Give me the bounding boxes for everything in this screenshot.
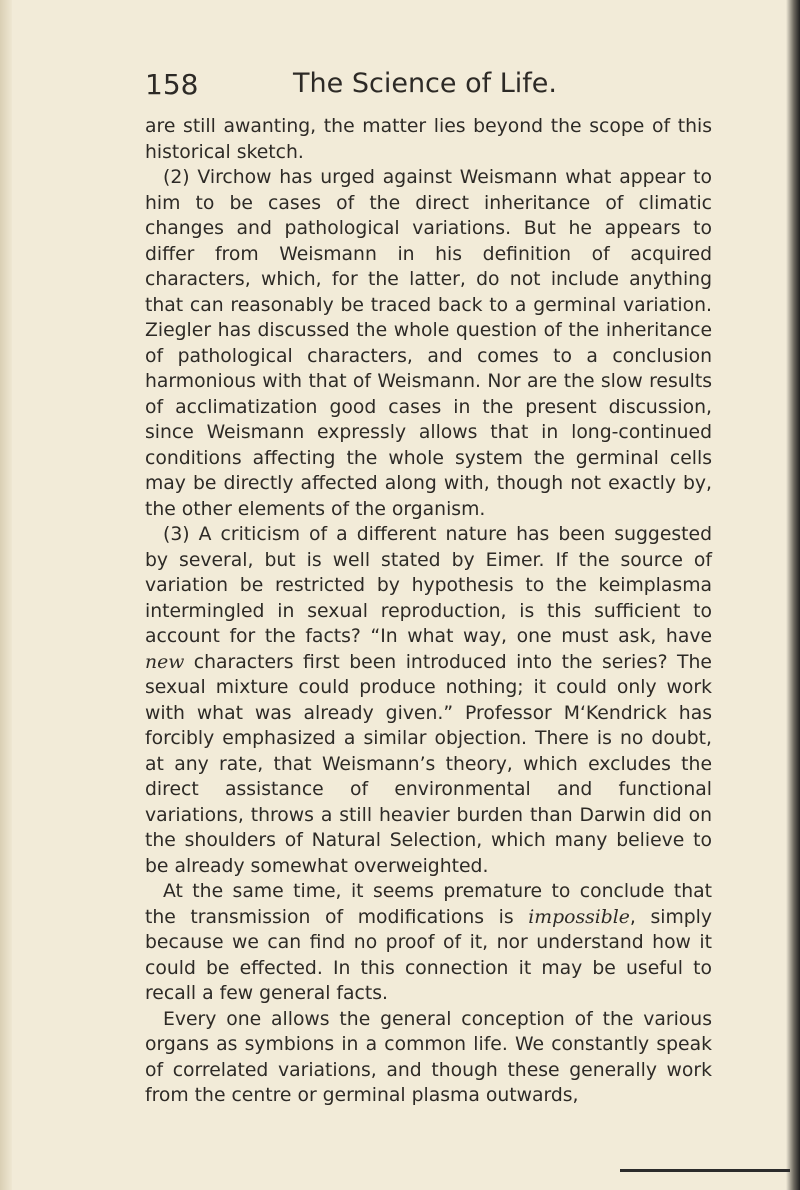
paragraph-symbions: Every one allows the general conception of the various organs as symbions in a common life. We constantly speak of correlated variations, and though these generally work from the centre or germinal plasma outwards, <box>145 1008 712 1106</box>
paragraph-transmission-text-a: At the same time, it seems premature to conclude that the transmission of modifications is <box>145 881 712 928</box>
page-bottom-edge <box>620 1169 790 1172</box>
page-gutter-shadow <box>0 0 12 1190</box>
emphasis-new: new <box>145 651 185 673</box>
body-text <box>145 114 712 1109</box>
page-header <box>145 64 705 108</box>
page-number: 158 <box>145 68 199 101</box>
paragraph-virchow: (2) Virchow has urged against Weismann what appear to him to be cases of the direct inheritance of climatic changes and pathological variations. But he appears to differ from Weismann in his definition of acquired characters, which, for the latter, do not include anything that can reasonably be traced back to a germinal variation. Ziegler has discussed the whole question of the inheritance of pathological characters, and comes to a conclusion harmonious with that of Weismann. Nor are the slow results of acclimatization good cases in the present discussion, since Weismann expressly allows that in long-continued conditions affecting the whole system the germinal cells may be directly affected along with, though not exactly by, the other elements of the organism. <box>145 167 712 520</box>
paragraph-transmission-text-b: , simply because we can find no proof of it, nor understand how it could be effected. In this connection it may be useful to recall a few general facts. <box>145 906 713 1004</box>
paragraph-eimer-criticism <box>145 522 712 879</box>
running-title: The Science of Life. <box>293 68 557 99</box>
paragraph-eimer-text-b: characters first been introduced into the series? The sexual mixture could produce nothing; it could only work with what was already given.” Professor M‘Kendrick has forcibly emphasized a similar objection. There is no doubt, at any rate, that Weismann’s theory, which excludes the direct assistance of environmental and functional variations, throws a still heavier burden than Darwin did on the shoulders of Natural Selection, which many believe to be already somewhat overweighted. <box>145 651 712 877</box>
page-right-edge <box>786 0 800 1190</box>
paragraph-eimer-text-a: (3) A criticism of a different nature has been suggested by several, but is well stated by Eimer. If the source of variation be restricted by hypothesis to the keimplasma intermingled in sexual reproduction, is this sufficient to account for the facts? “In what way, one must ask, have <box>145 524 712 647</box>
paragraph-continuation: are still awanting, the matter lies beyond the scope of this historical sketch. <box>145 116 712 163</box>
paragraph-transmission <box>145 879 712 1007</box>
emphasis-impossible: impossible <box>528 906 630 928</box>
